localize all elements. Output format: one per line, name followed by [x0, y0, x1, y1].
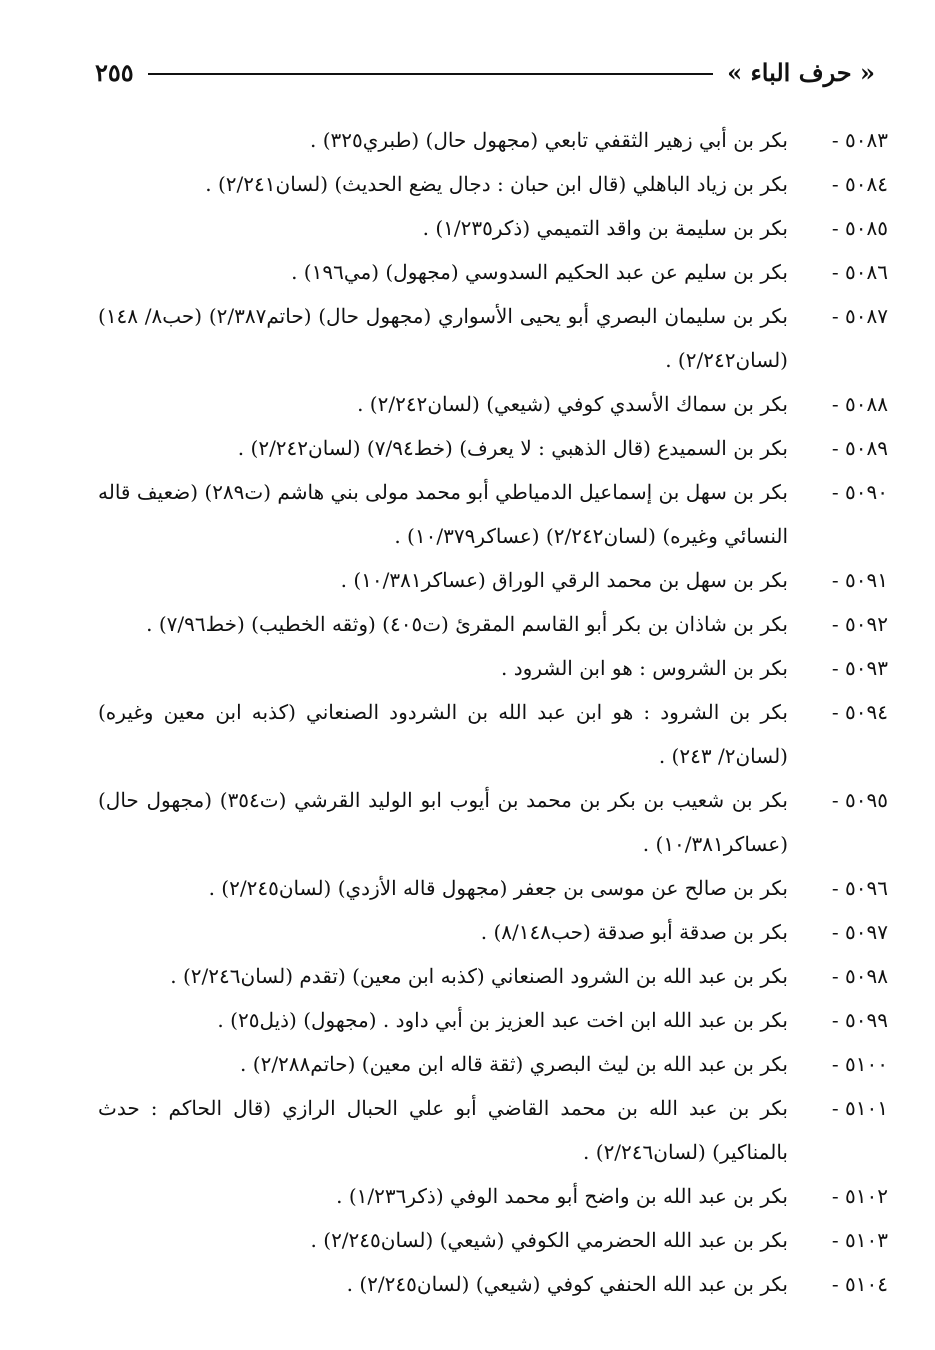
entry-number: ٥١٠٤ - — [831, 1272, 888, 1296]
entry-item — [98, 954, 888, 998]
entry-text: بكر بن السميدع (قال الذهبي : لا يعرف) (خط٧/٩٤) (لسان٢/٢٤٢) . — [237, 436, 788, 460]
entry-text: بكر بن زياد الباهلي (قال ابن حبان : دجال يضع الحديث) (لسان٢/٢٤١) . — [205, 172, 788, 196]
entry-item — [98, 778, 888, 866]
entry-text: بكر بن أبي زهير الثقفي تابعي (مجهول حال) (طبري٣٢٥) . — [309, 128, 788, 152]
entry-item — [98, 646, 888, 690]
entry-number: ٥٠٩٣ - — [831, 656, 888, 680]
entry-number: ٥١٠٣ - — [831, 1228, 888, 1252]
entry-number: ٥١٠٠ - — [831, 1052, 888, 1076]
entry-item — [98, 426, 888, 470]
entry-item — [98, 910, 888, 954]
entry-item — [98, 470, 888, 558]
entry-number: ٥٠٩٨ - — [831, 964, 888, 988]
entry-number: ٥٠٩٦ - — [831, 876, 888, 900]
entry-item — [98, 1042, 888, 1086]
entry-number: ٥٠٩٤ - — [831, 700, 888, 724]
entry-text: بكر بن سليم عن عبد الحكيم السدوسي (مجهول) (مي١٩٦) . — [291, 260, 788, 284]
entry-item — [98, 1262, 888, 1306]
entry-item — [98, 162, 888, 206]
entry-text: بكر بن عبد الله بن الشرود الصنعاني (كذبه ابن معين) (تقدم (لسان٢/٢٤٦) . — [170, 964, 788, 988]
entry-item — [98, 602, 888, 646]
entry-number: ٥١٠٢ - — [831, 1184, 888, 1208]
entry-item — [98, 206, 888, 250]
entry-text: بكر بن سليمان البصري أبو يحيى الأسواري (مجهول حال) (حاتم٢/٣٨٧) (حب٨/ ١٤٨) (لسان٢/٢٤٢) . — [98, 304, 789, 372]
entry-number: ٥٠٩٧ - — [831, 920, 888, 944]
running-header — [95, 52, 875, 92]
entry-text: بكر بن سليمة بن واقد التميمي (ذكر١/٢٣٥) . — [422, 216, 788, 240]
entry-number: ٥٠٨٩ - — [831, 436, 888, 460]
entry-number: ٥٠٨٤ - — [831, 172, 888, 196]
entry-item — [98, 250, 888, 294]
entry-text: بكر بن صدقة أبو صدقة (حب٨/١٤٨) . — [480, 920, 788, 944]
entry-number: ٥٠٨٥ - — [831, 216, 888, 240]
entry-text: بكر بن عبد الله ابن اخت عبد العزيز بن أبي داود . (مجهول) (ذيل٢٥) . — [217, 1008, 788, 1032]
chapter-title: « حرف الباء » — [727, 57, 875, 87]
entry-text: بكر بن عبد الله بن واضح أبو محمد الوفي (ذكر١/٢٣٦) . — [336, 1184, 788, 1208]
entry-number: ٥٠٨٧ - — [831, 304, 888, 328]
entry-item — [98, 998, 888, 1042]
entry-number: ٥٠٩١ - — [831, 568, 888, 592]
page-number: ٢٥٥ — [95, 57, 134, 87]
entry-item — [98, 294, 888, 382]
entry-text: بكر بن شاذان بن بكر أبو القاسم المقرئ (ت٤٠٥) (وثقه الخطيب) (خط٧/٩٦) . — [146, 612, 788, 636]
entry-number: ٥٠٩٥ - — [831, 788, 888, 812]
header-rule — [148, 73, 713, 75]
entry-text: بكر بن الشرود : هو ابن عبد الله بن الشردود الصنعاني (كذبه ابن معين وغيره) (لسان٢/ ٢٤٣) . — [98, 700, 788, 768]
entry-number: ٥٠٨٦ - — [831, 260, 888, 284]
entry-text: بكر بن عبد الله بن محمد القاضي أبو علي الحبال الرازي (قال الحاكم : حدث بالمناكير) (لسان٢/٢٤٦) . — [98, 1096, 788, 1164]
entry-item — [98, 1218, 888, 1262]
entry-item — [98, 118, 888, 162]
entry-text: بكر بن عبد الله الحضرمي الكوفي (شيعي) (لسان٢/٢٤٥) . — [310, 1228, 788, 1252]
entry-number: ٥١٠١ - — [831, 1096, 888, 1120]
entry-item — [98, 866, 888, 910]
entry-text: بكر بن سهل بن محمد الرقي الوراق (عساكر١٠/٣٨١) . — [340, 568, 788, 592]
entry-item — [98, 1174, 888, 1218]
entry-text: بكر بن عبد الله الحنفي كوفي (شيعي) (لسان٢/٢٤٥) . — [346, 1272, 788, 1296]
entry-number: ٥٠٩٩ - — [831, 1008, 888, 1032]
entry-item — [98, 382, 888, 426]
entry-text: بكر بن سماك الأسدي كوفي (شيعي) (لسان٢/٢٤٢) . — [357, 392, 788, 416]
entry-text: بكر بن شعيب بن بكر بن محمد بن أيوب ابو الوليد القرشي (ت٣٥٤) (مجهول حال) (عساكر١٠/٣٨١) . — [98, 788, 788, 856]
entry-text: بكر بن صالح عن موسى بن جعفر (مجهول قاله الأزدي) (لسان٢/٢٤٥) . — [208, 876, 788, 900]
entry-list — [98, 118, 888, 1306]
entry-item — [98, 558, 888, 602]
entry-number: ٥٠٩٠ - — [831, 480, 888, 504]
entry-item — [98, 690, 888, 778]
entry-number: ٥٠٨٨ - — [831, 392, 888, 416]
entry-text: بكر بن عبد الله بن ليث البصري (ثقة قاله ابن معين) (حاتم٢/٢٨٨) . — [240, 1052, 788, 1076]
entry-text: بكر بن سهل بن إسماعيل الدمياطي أبو محمد مولى بني هاشم (ت٢٨٩) (ضعيف قاله النسائي وغيره) (لسان٢/٢٤٢) (عساكر١٠/٣٧٩) . — [98, 480, 788, 548]
entry-text: بكر بن الشروس : هو ابن الشرود . — [501, 656, 788, 680]
entry-number: ٥٠٩٢ - — [831, 612, 888, 636]
entry-number: ٥٠٨٣ - — [831, 128, 888, 152]
entry-item — [98, 1086, 888, 1174]
